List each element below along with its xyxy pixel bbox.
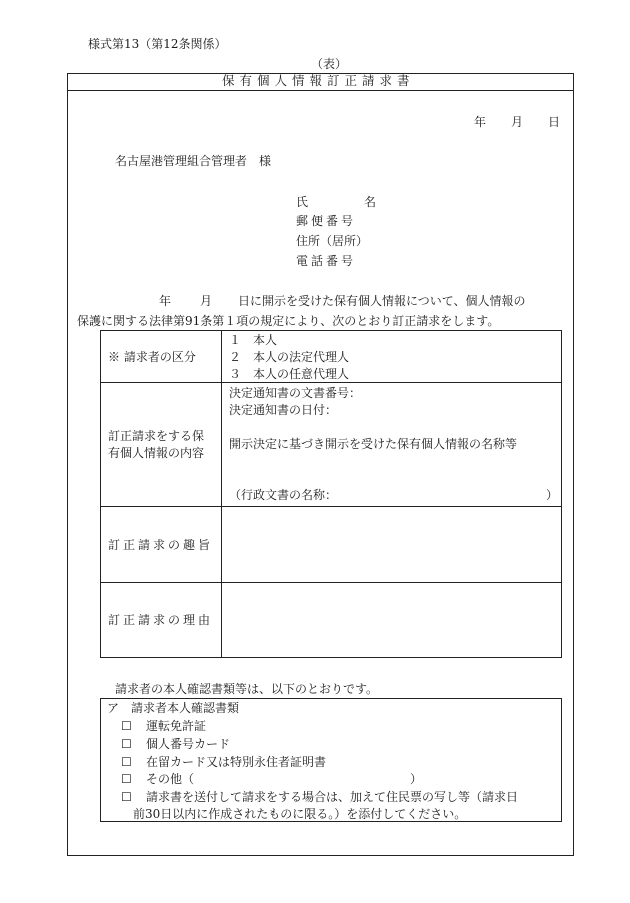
id-item-my-number-card: 個人番号カード [146,737,231,751]
checkbox-icon[interactable]: ☐ [121,755,132,769]
id-item-drivers-license: 運転免許証 [146,719,207,733]
intro-line2: 保護に関する法律第91条第１項の規定により、次のとおり訂正請求をします。 [77,314,500,328]
table-row-divider-2 [100,506,562,507]
decision-doc-date-label: 決定通知書の日付： [229,403,338,417]
category-option-legal-rep: ２ 本人の法定代理人 [229,350,350,364]
checkbox-icon[interactable]: ☐ [121,719,132,733]
title-divider [67,90,574,91]
intro-line1: 日に開示を受けた保有個人情報について、個人情報の [238,294,526,308]
field-phone-label: 電話番号 [296,254,357,268]
field-name-label-b: 名 [364,195,377,209]
form-number: 様式第13（第12条関係） [88,37,227,51]
table-row-divider-3 [100,582,562,583]
requester-category-label: ※ 請求者の区分 [108,350,196,364]
side-label: （表） [311,57,348,71]
table-row-divider-1 [100,382,562,383]
date-month: 月 [511,115,524,129]
addressee: 名古屋港管理組合管理者 様 [115,154,272,168]
intro-year: 年 [159,294,172,308]
id-item-residence-card: 在留カード又は特別永住者証明書 [146,755,327,769]
content-label-line2: 有個人情報の内容 [108,446,205,460]
id-item-other-close: ） [410,772,423,786]
field-name-label-a: 氏 [296,195,309,209]
date-day: 日 [548,115,561,129]
correction-reason-label: 訂正請求の理由 [108,613,214,627]
content-label-line1: 訂正請求をする保 [108,429,205,443]
id-item-other: その他（ [146,772,195,786]
checkbox-icon[interactable]: ☐ [121,790,132,804]
intro-month: 月 [200,294,213,308]
mail-note-line1: 請求書を送付して請求をする場合は、加えて住民票の写し等（請求日 [146,790,519,804]
field-postal-label: 郵便番号 [296,214,357,228]
checkbox-icon[interactable]: ☐ [121,772,132,786]
admin-doc-name-label: （行政文書の名称： [229,488,338,502]
date-year: 年 [474,115,487,129]
correction-purpose-label: 訂正請求の趣旨 [108,538,214,552]
decision-doc-number-label: 決定通知書の文書番号： [229,386,362,400]
admin-doc-name-close: ） [546,488,559,502]
disclosed-info-name-label: 開示決定に基づき開示を受けた保有個人情報の名称等 [229,437,518,451]
category-option-self: １ 本人 [229,333,278,347]
id-docs-heading: ア 請求者本人確認書類 [107,701,240,715]
form-title: 保有個人情報訂正請求書 [222,73,415,88]
mail-note-line2: 前30日以内に作成されたものに限る。）を添付してください。 [133,807,467,821]
checkbox-icon[interactable]: ☐ [121,737,132,751]
table-column-divider [221,330,222,658]
id-docs-intro: 請求者の本人確認書類等は、以下のとおりです。 [115,682,379,696]
field-address-label: 住所（居所） [296,234,369,248]
category-option-voluntary-rep: ３ 本人の任意代理人 [229,367,350,381]
